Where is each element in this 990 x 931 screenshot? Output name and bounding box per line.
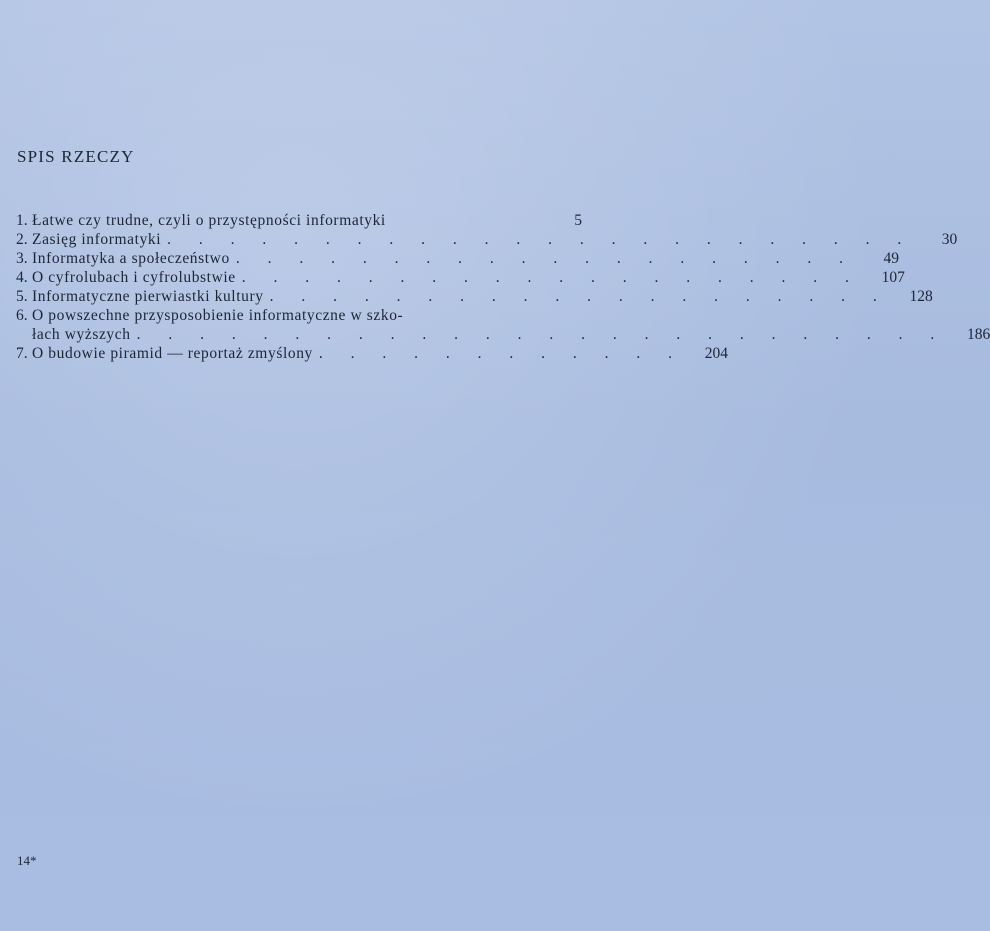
toc-entry-page: 5 [574, 212, 582, 229]
toc-entry-number: 7. [16, 345, 28, 362]
toc-leader: . . . . . . . . . . . . . . . . . . . . [235, 250, 855, 267]
toc-entry-1 [16, 211, 582, 230]
toc-entry-6 [16, 306, 582, 325]
toc-entry-title: Łatwe czy trudne, czyli o przystępności informatyki [32, 212, 386, 229]
toc-entry-3 [16, 249, 899, 268]
toc-entry-number: 5. [16, 288, 28, 305]
toc-entry-number: 2. [16, 231, 28, 248]
toc-leader: . . . . . . . . . . . . . . . . . . . . . . . . [167, 231, 914, 248]
toc-entry-title: Informatyka a społeczeństwo [32, 250, 230, 267]
toc-leader: . . . . . . . . . . . . . . . . . . . . . . . . . . [136, 326, 947, 343]
page-number: 14* [17, 853, 37, 868]
toc-entry-6-continued [16, 325, 990, 344]
toc-entry-page: 49 [883, 250, 899, 267]
toc-entry-5 [16, 287, 933, 306]
toc-entry-title: O budowie piramid — reportaż zmyślony [32, 345, 313, 362]
toc-entry-7 [16, 344, 729, 363]
toc-entry-2 [16, 230, 958, 249]
toc-entry-page: 128 [909, 288, 933, 305]
toc-entry-page: 186 [966, 326, 990, 343]
toc-leader: . . . . . . . . . . . . . . . . . . . . [241, 269, 861, 286]
toc-entry-page: 30 [941, 231, 958, 248]
toc-entry-number: 6. [16, 307, 28, 324]
toc-entry-4 [16, 268, 905, 287]
toc-entry-title: O powszechne przysposobienie informatyczne w szko- [32, 307, 404, 324]
toc-entry-title-continued: łach wyższych [32, 326, 131, 343]
toc-leader: . . . . . . . . . . . . [318, 345, 685, 362]
toc-entry-title: O cyfrolubach i cyfrolubstwie [32, 269, 236, 286]
toc-entry-page: 204 [704, 345, 729, 362]
toc-entry-number: 3. [16, 250, 28, 267]
toc-entry-page: 107 [881, 269, 905, 286]
toc-entry-title: Zasięg informatyki [32, 231, 162, 248]
toc-entry-number: 4. [16, 269, 28, 286]
page-title: SPIS RZECZY [17, 147, 135, 166]
table-of-contents [16, 211, 990, 363]
toc-entry-number: 1. [16, 212, 28, 229]
toc-leader: . . . . . . . . . . . . . . . . . . . . [269, 288, 889, 305]
toc-entry-title: Informatyczne pierwiastki kultury [32, 288, 264, 305]
